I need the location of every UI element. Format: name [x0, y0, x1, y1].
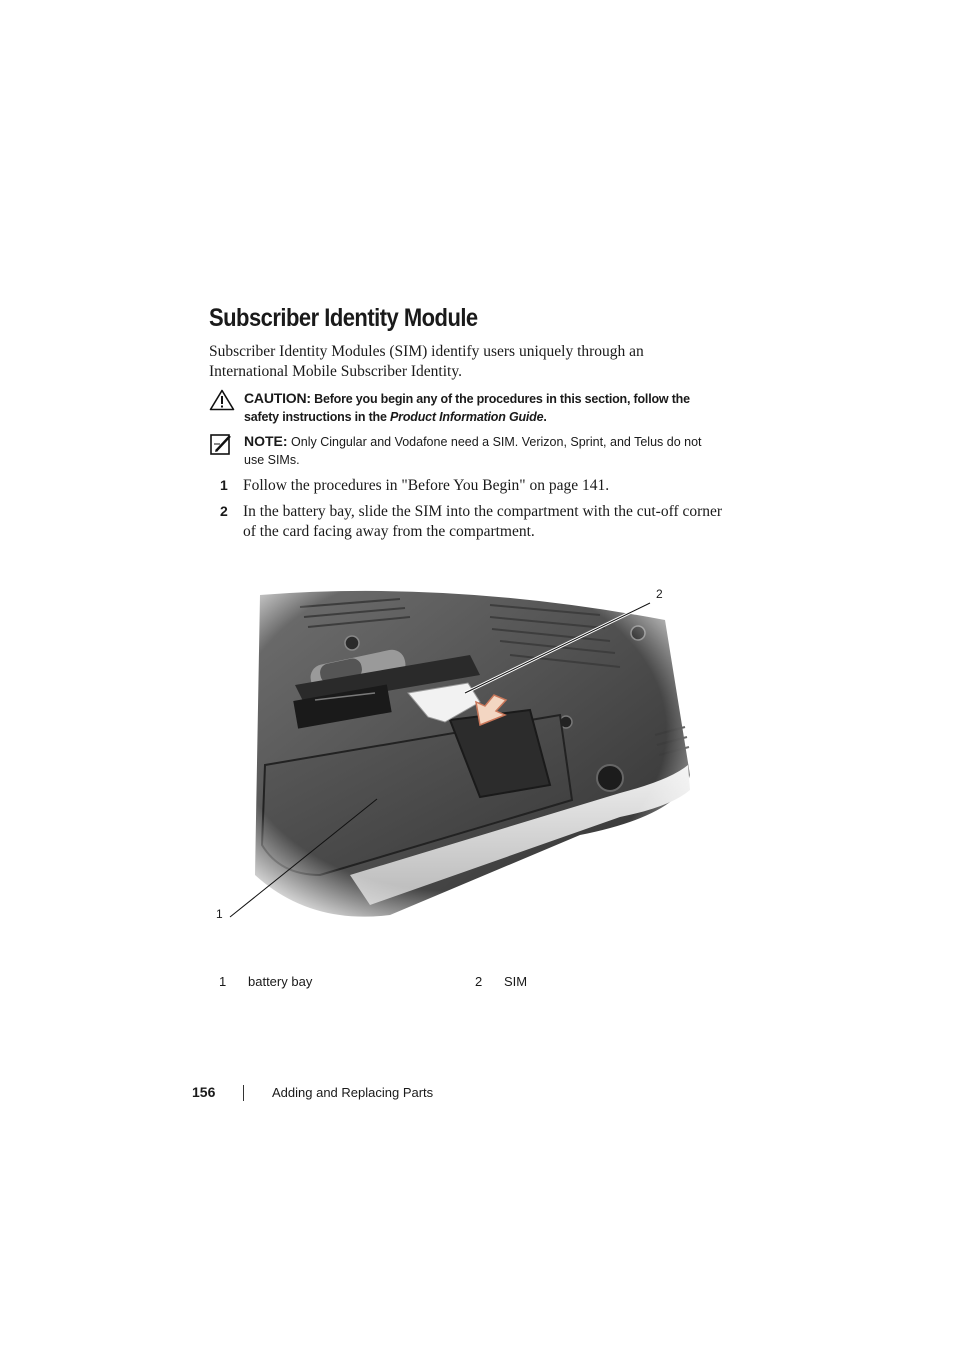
caution-text: [244, 389, 714, 426]
caution-guide-title: Product Information Guide: [390, 410, 544, 424]
pencil-note-icon: [209, 432, 233, 461]
caution-notice: [209, 389, 729, 429]
callout-2: 2: [656, 587, 663, 601]
legend-label-sim: SIM: [504, 974, 528, 989]
legend-number: 2: [475, 974, 483, 989]
page-title: Subscriber Identity Module: [209, 304, 478, 332]
step-text: In the battery bay, slide the SIM into the compartment with the cut-off corner of the card facing away from the compartment.: [243, 503, 723, 540]
step-text: Follow the procedures in "Before You Begin" on page 141.: [243, 477, 610, 494]
note-body: Only Cingular and Vodafone need a SIM. Verizon, Sprint, and Telus do not use SIMs.: [244, 435, 702, 467]
note-text: [244, 432, 714, 469]
callout-1: 1: [216, 907, 223, 921]
warning-triangle-icon: [209, 389, 235, 416]
step-number: 2: [220, 503, 228, 519]
caution-end: .: [543, 410, 547, 424]
laptop-underside-illustration: [200, 575, 700, 945]
footer-divider: [243, 1085, 244, 1101]
sim-installation-figure: [200, 575, 700, 945]
caution-label: CAUTION:: [244, 390, 311, 406]
note-notice: [209, 432, 729, 472]
legend-number: 1: [219, 974, 227, 989]
caution-body: Before you begin any of the procedures in this section, follow the safety instructions in the: [244, 392, 690, 424]
legend-label-battery-bay: battery bay: [248, 974, 313, 989]
intro-paragraph: Subscriber Identity Modules (SIM) identify users uniquely through an International Mobile Subscriber Identity.: [209, 343, 644, 380]
note-label: NOTE:: [244, 433, 288, 449]
page-number: 156: [192, 1084, 216, 1100]
step-number: 1: [220, 477, 228, 493]
section-title: Adding and Replacing Parts: [272, 1085, 434, 1100]
